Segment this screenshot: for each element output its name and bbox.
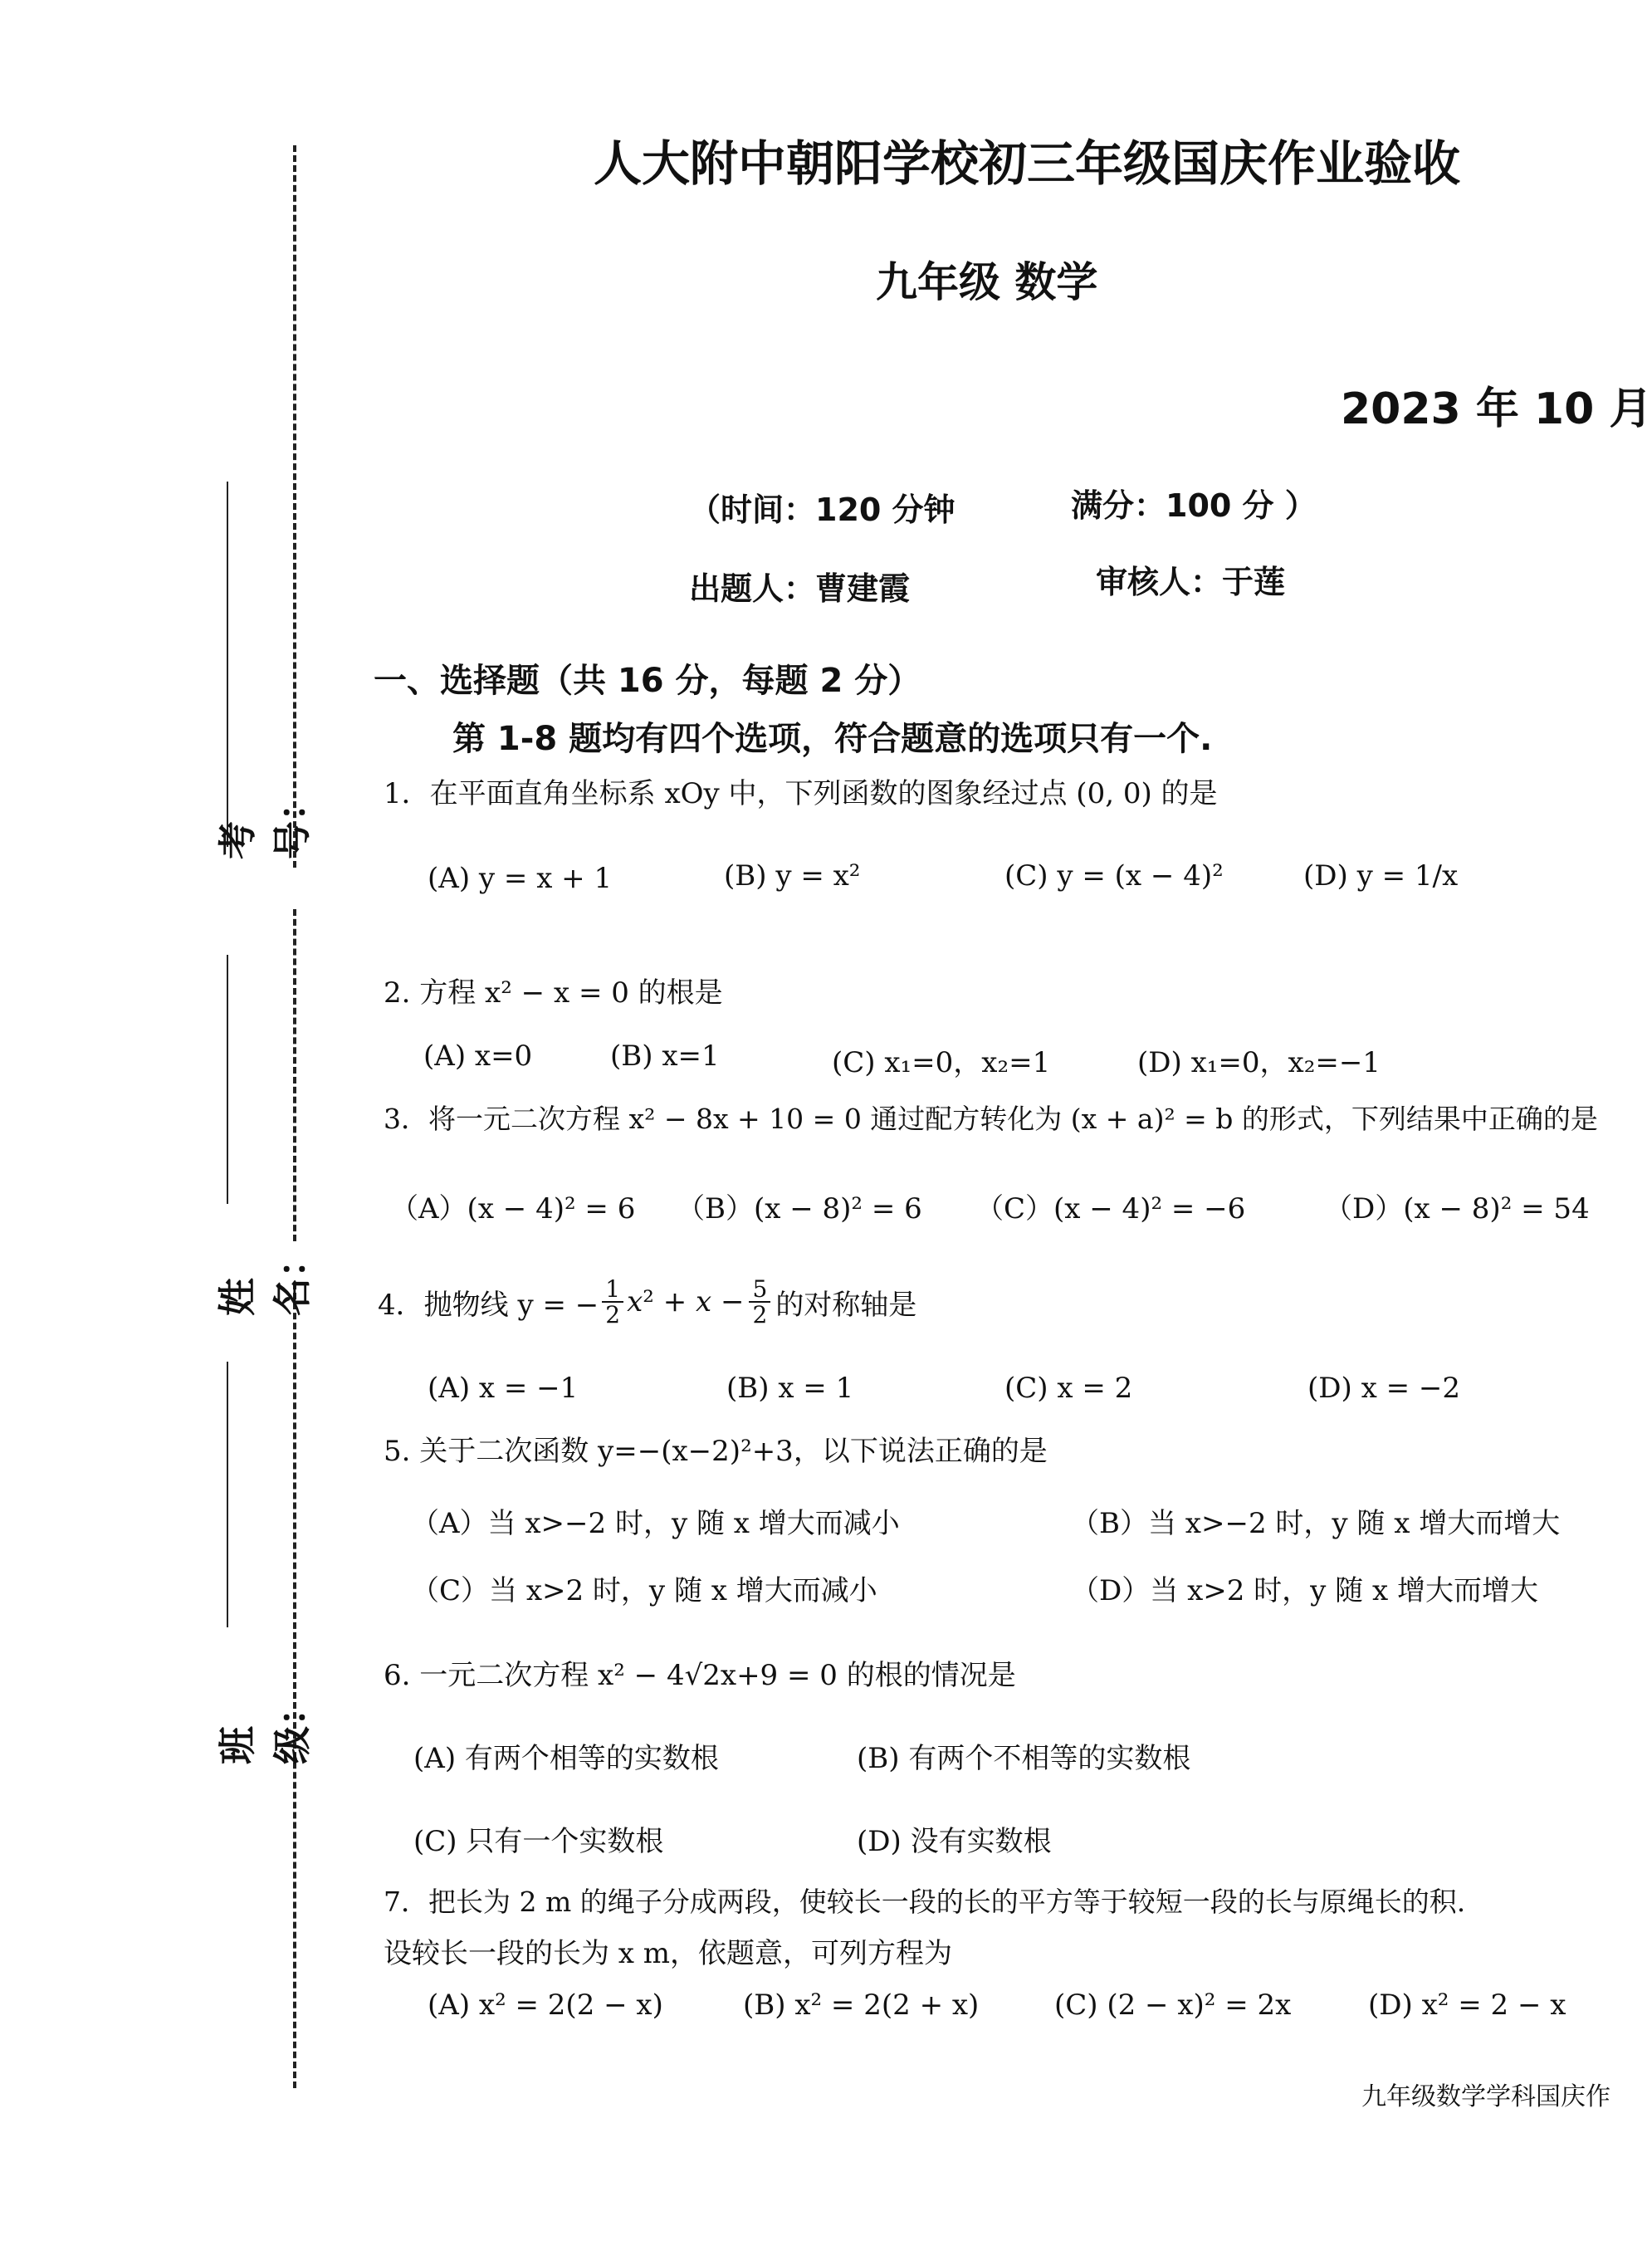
binding-dashed-line-middle (293, 909, 296, 1241)
exam-reviewer: 审核人：于莲 (1096, 564, 1286, 600)
class-label: 班级： (215, 1688, 315, 1764)
page-footer: 九年级数学学科国庆作 (1361, 2082, 1610, 2111)
q2-option-b: (B) x=1 (610, 1040, 720, 1073)
q6-option-a: (A) 有两个相等的实数根 (413, 1742, 719, 1775)
q4-stem-prefix: 4．抛物线 y = − (378, 1288, 599, 1322)
q4-option-b: (B) x = 1 (726, 1372, 854, 1405)
q5-option-b: （B）当 x>−2 时，y 随 x 增大而增大 (1071, 1507, 1561, 1540)
q1-option-d: (D) y = 1/x (1303, 859, 1459, 893)
q6-option-d: (D) 没有实数根 (857, 1825, 1052, 1858)
q1-option-c: (C) y = (x − 4)² (1004, 859, 1224, 893)
section-instruction: 第 1-8 题均有四个选项，符合题意的选项只有一个. (452, 720, 1213, 758)
q3-option-d: （D）(x − 8)² = 54 (1324, 1192, 1590, 1225)
class-blank-line (227, 1362, 228, 1627)
question-5-stem: 5. 关于二次函数 y=−(x−2)²+3，以下说法正确的是 (384, 1435, 1048, 1468)
q5-option-a: （A）当 x>−2 时，y 随 x 增大而减小 (411, 1507, 900, 1540)
q7-option-a: (A) x² = 2(2 − x) (428, 1989, 663, 2022)
exam-author: 出题人：曹建霞 (689, 570, 911, 607)
binding-dashed-line-bottom (293, 1283, 296, 2088)
q4-stem-mid: x² + x − (627, 1285, 745, 1319)
q4-option-c: (C) x = 2 (1004, 1372, 1133, 1405)
question-3-stem: 3．将一元二次方程 x² − 8x + 10 = 0 通过配方转化为 (x + a)² = b 的形式，下列结果中正确的是 (384, 1103, 1598, 1135)
q6-option-b: (B) 有两个不相等的实数根 (857, 1742, 1191, 1775)
q1-option-a: (A) y = x + 1 (428, 862, 613, 895)
q4-option-a: (A) x = −1 (428, 1372, 579, 1405)
q5-option-c: （C）当 x>2 时，y 随 x 增大而减小 (411, 1574, 877, 1607)
q4-option-d: (D) x = −2 (1307, 1372, 1460, 1405)
question-7-stem-line2: 设较长一段的长为 x m，依题意，可列方程为 (384, 1937, 953, 1970)
q7-option-c: (C) (2 − x)² = 2x (1054, 1989, 1292, 2022)
q1-option-b: (B) y = x² (724, 859, 861, 893)
school-title: 人大附中朝阳学校初三年级国庆作业验收 (594, 135, 1461, 192)
q4-frac-five-half: $\frac{5}{2}$ (749, 1277, 770, 1328)
subtitle: 九年级 数学 (876, 258, 1098, 306)
question-7-stem-line1: 7．把长为 2 m 的绳子分成两段，使较长一段的长的平方等于较短一段的长与原绳长的积. (384, 1886, 1466, 1918)
q6-option-c: (C) 只有一个实数根 (413, 1825, 664, 1858)
q4-stem-suffix: 的对称轴是 (775, 1288, 917, 1322)
section-title: 一、选择题（共 16 分，每题 2 分） (374, 662, 921, 700)
q3-option-c: （C）(x − 4)² = −6 (975, 1192, 1246, 1225)
question-6-stem: 6. 一元二次方程 x² − 4√2x+9 = 0 的根的情况是 (384, 1659, 1016, 1692)
question-4-stem (378, 1277, 916, 1328)
q2-option-c: (C) x₁=0，x₂=1 (832, 1046, 1051, 1079)
binding-dashed-line-top (293, 145, 296, 868)
q3-option-b: （B）(x − 8)² = 6 (677, 1192, 922, 1225)
q2-option-a: (A) x=0 (423, 1040, 533, 1073)
exam-date: 2023 年 10 月 (1341, 384, 1652, 434)
q3-option-a: （A）(x − 4)² = 6 (390, 1192, 636, 1225)
exam-full-score: 满分：100 分 ） (1071, 487, 1317, 524)
exam-no-label: 考号： (215, 783, 315, 859)
q4-frac-half: $\frac{1}{2}$ (602, 1277, 623, 1328)
exam-time: （时间：120 分钟 (689, 492, 956, 528)
question-1-stem: 1．在平面直角坐标系 xOy 中，下列函数的图象经过点 (0, 0) 的是 (384, 777, 1218, 810)
name-label: 姓名： (215, 1240, 315, 1316)
q2-option-d: (D) x₁=0，x₂=−1 (1137, 1046, 1381, 1079)
name-blank-line (227, 955, 228, 1204)
question-2-stem: 2. 方程 x² − x = 0 的根是 (384, 976, 723, 1010)
q5-option-d: （D）当 x>2 时，y 随 x 增大而增大 (1071, 1574, 1538, 1607)
q7-option-b: (B) x² = 2(2 + x) (743, 1989, 980, 2022)
q7-option-d: (D) x² = 2 − x (1368, 1989, 1566, 2022)
